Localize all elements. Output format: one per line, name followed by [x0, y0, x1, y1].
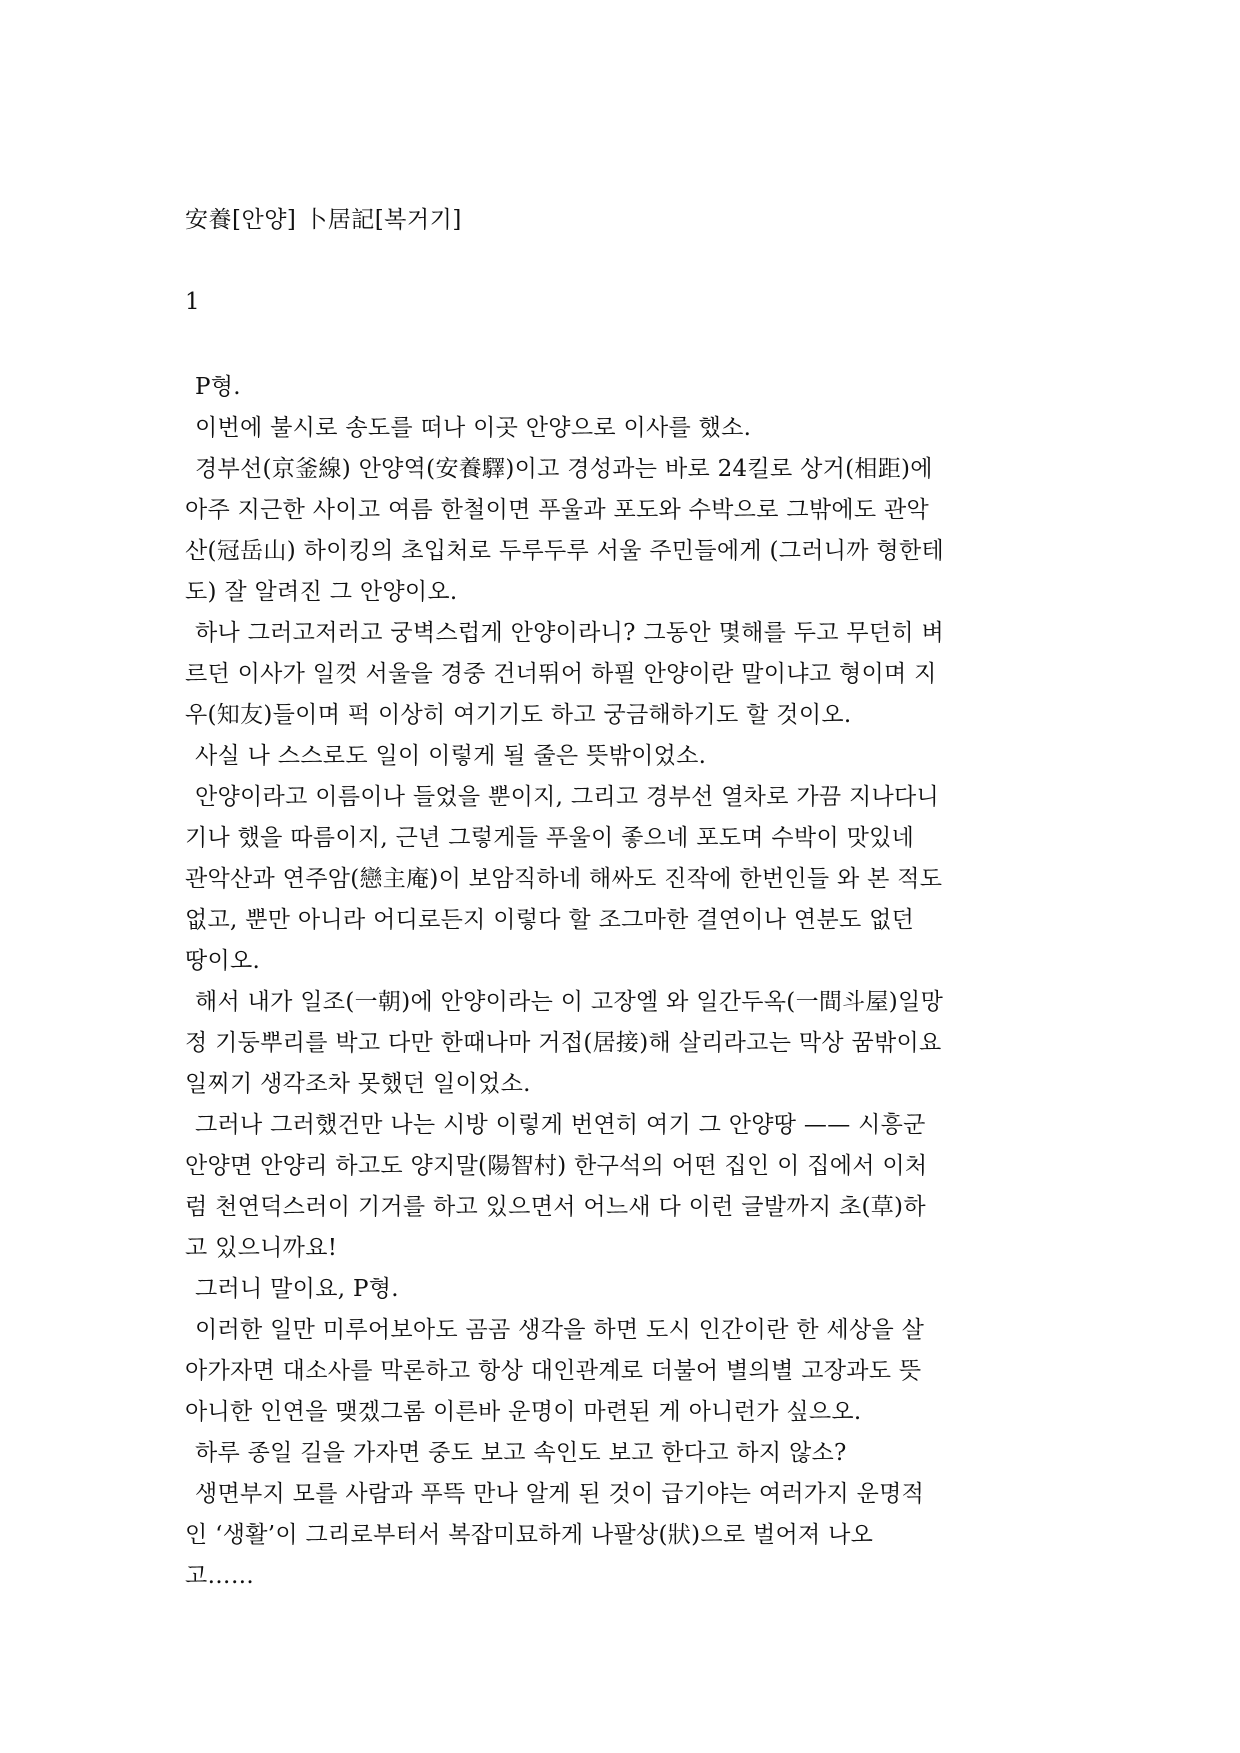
text-line: 하나 그러고저러고 궁벽스럽게 안양이라니? 그동안 몇해를 두고 무던히 벼: [195, 620, 945, 646]
text-line: 그러니 말이요, P형.: [195, 1276, 399, 1302]
body-text: [185, 367, 1060, 1597]
text-line: 산(冠岳山) 하이킹의 초입처로 두루두루 서울 주민들에게 (그러니까 형한테: [185, 538, 944, 564]
text-line: 도) 잘 알려진 그 안양이오.: [185, 579, 458, 605]
text-line: 아가자면 대소사를 막론하고 항상 대인관계로 더불어 별의별 고장과도 뜻: [185, 1358, 922, 1384]
chapter-number: 1: [185, 289, 200, 315]
text-line: 우(知友)들이며 퍽 이상히 여기기도 하고 궁금해하기도 할 것이오.: [185, 702, 852, 728]
text-line: 안양이라고 이름이나 들었을 뿐이지, 그리고 경부선 열차로 가끔 지나다니: [195, 784, 940, 810]
text-line: P형.: [195, 374, 241, 400]
text-line: 아니한 인연을 맺겠그롬 이른바 운명이 마련된 게 아니런가 싶으오.: [185, 1399, 862, 1425]
text-line: 일찌기 생각조차 못했던 일이었소.: [185, 1071, 531, 1097]
text-line: 럼 천연덕스러이 기거를 하고 있으면서 어느새 다 이런 글발까지 초(草)하: [185, 1194, 926, 1220]
document-title: 安養[안양] 卜居記[복거기]: [185, 207, 462, 233]
text-line: 이번에 불시로 송도를 떠나 이곳 안양으로 이사를 했소.: [195, 415, 752, 441]
text-line: 안양면 안양리 하고도 양지말(陽智村) 한구석의 어떤 집인 이 집에서 이처: [185, 1153, 928, 1179]
text-line: 하루 종일 길을 가자면 중도 보고 속인도 보고 한다고 하지 않소?: [195, 1440, 847, 1466]
text-line: 아주 지근한 사이고 여름 한철이면 푸울과 포도와 수박으로 그밖에도 관악: [185, 497, 930, 523]
text-line: 기나 했을 따름이지, 근년 그렇게들 푸울이 좋으네 포도며 수박이 맛있네: [185, 825, 915, 851]
text-line: 이러한 일만 미루어보아도 곰곰 생각을 하면 도시 인간이란 한 세상을 살: [195, 1317, 925, 1343]
text-line: 고……: [185, 1563, 255, 1589]
text-line: 정 기둥뿌리를 박고 다만 한때나마 거접(居接)해 살리라고는 막상 꿈밖이요: [185, 1030, 942, 1056]
text-line: 사실 나 스스로도 일이 이렇게 될 줄은 뜻밖이었소.: [195, 743, 707, 769]
text-line: 관악산과 연주암(戀主庵)이 보암직하네 해싸도 진작에 한번인들 와 본 적도: [185, 866, 943, 892]
text-line: 해서 내가 일조(一朝)에 안양이라는 이 고장엘 와 일간두옥(一間斗屋)일망: [195, 989, 944, 1015]
text-line: 인 ‘생활’이 그리로부터서 복잡미묘하게 나팔상(狀)으로 벌어져 나오: [185, 1522, 874, 1548]
text-line: 그러나 그러했건만 나는 시방 이렇게 번연히 여기 그 안양땅 —— 시흥군: [195, 1112, 926, 1138]
text-line: 없고, 뿐만 아니라 어디로든지 이렇다 할 조그마한 결연이나 연분도 없던: [185, 907, 915, 933]
text-line: 땅이오.: [185, 948, 261, 974]
text-line: 생면부지 모를 사람과 푸뜩 만나 알게 된 것이 급기야는 여러가지 운명적: [195, 1481, 925, 1507]
text-line: 르던 이사가 일껏 서울을 경중 건너뛰어 하필 안양이란 말이냐고 형이며 지: [185, 661, 937, 687]
text-line: 고 있으니까요!: [185, 1235, 338, 1261]
text-line: 경부선(京釜線) 안양역(安養驛)이고 경성과는 바로 24킬로 상거(相距)에: [195, 456, 933, 482]
